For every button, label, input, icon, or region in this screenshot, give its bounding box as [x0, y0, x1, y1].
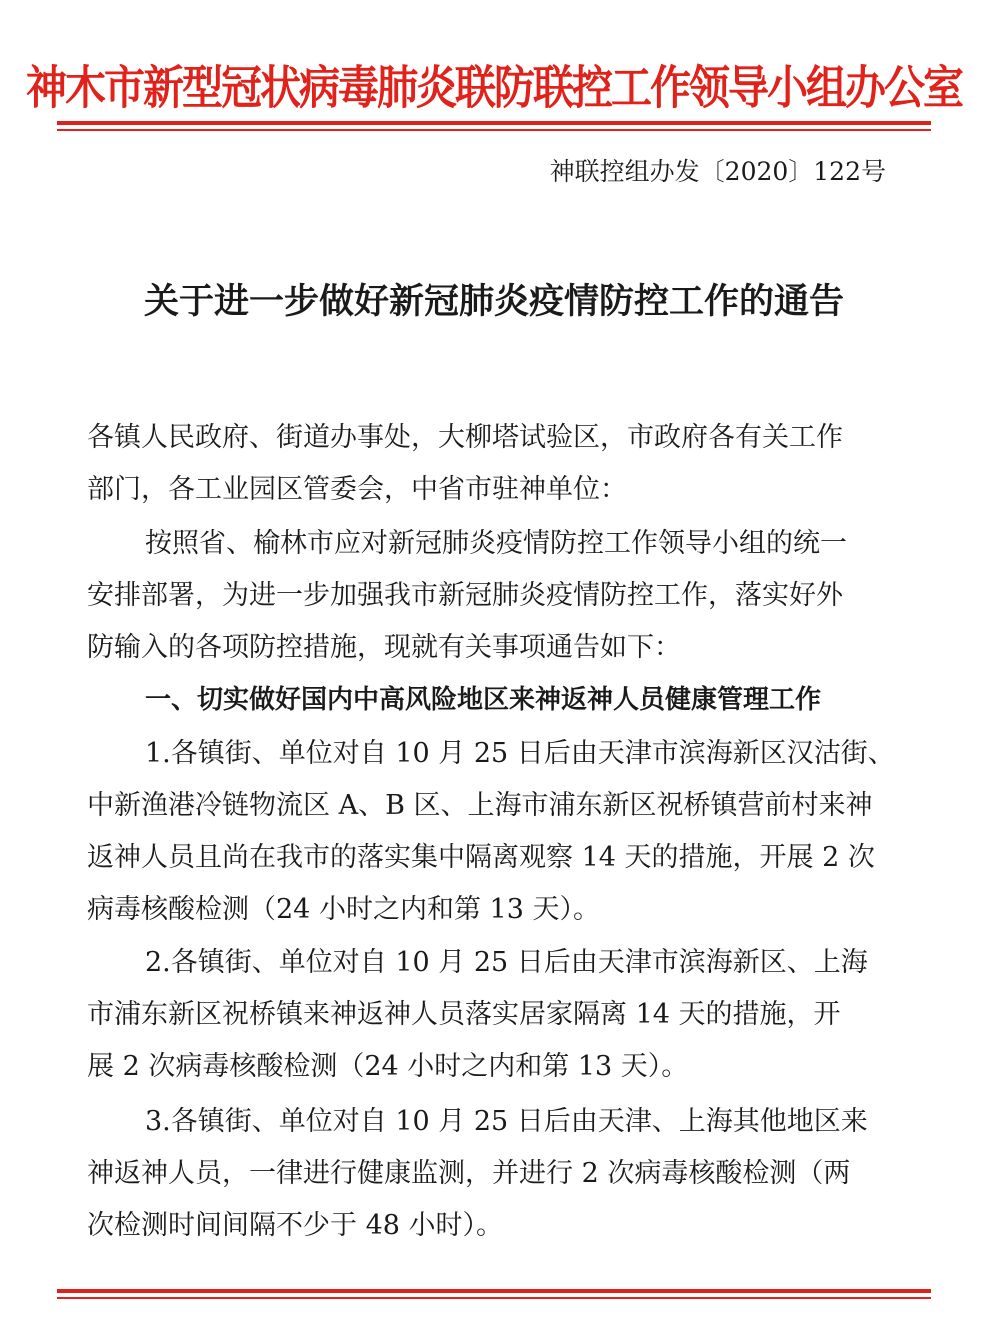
item-line: 1.各镇街、单位对自 10 月 25 日后由天津市滨海新区汉沽街、 — [145, 738, 895, 769]
notice-title: 关于进一步做好新冠肺炎疫情防控工作的通告 — [143, 281, 844, 322]
paragraph-line: 按照省、榆林市应对新冠肺炎疫情防控工作领导小组的统一 — [145, 528, 847, 559]
item-line: 市浦东新区祝桥镇来神返神人员落实居家隔离 14 天的措施，开 — [87, 999, 841, 1030]
paragraph-line: 安排部署，为进一步加强我市新冠肺炎疫情防控工作，落实好外 — [87, 580, 843, 611]
header-rule-thick — [57, 121, 931, 125]
footer-rule-thick — [57, 1289, 931, 1293]
item-line: 病毒核酸检测（24 小时之内和第 13 天）。 — [87, 894, 600, 925]
item-line: 中新渔港冷链物流区 A、B 区、上海市浦东新区祝桥镇营前村来神 — [87, 790, 873, 821]
footer-rule-thin — [57, 1297, 931, 1299]
item-line: 返神人员且尚在我市的落实集中隔离观察 14 天的措施，开展 2 次 — [87, 842, 875, 873]
paragraph-line: 防输入的各项防控措施，现就有关事项通告如下： — [87, 632, 681, 663]
item-line: 神返神人员，一律进行健康监测，并进行 2 次病毒核酸检测（两 — [87, 1158, 851, 1189]
item-line: 展 2 次病毒核酸检测（24 小时之内和第 13 天）。 — [87, 1051, 689, 1082]
document-number: 神联控组办发〔2020〕122号 — [549, 157, 886, 186]
item-line: 2.各镇街、单位对自 10 月 25 日后由天津市滨海新区、上海 — [145, 947, 868, 978]
item-line: 3.各镇街、单位对自 10 月 25 日后由天津、上海其他地区来 — [145, 1106, 868, 1137]
organization-header: 神木市新型冠状病毒肺炎联防联控工作领导小组办公室 — [26, 61, 962, 115]
addressee-line: 部门，各工业园区管委会，中省市驻神单位： — [87, 474, 627, 505]
header-rule-thin — [57, 129, 931, 131]
item-line: 次检测时间间隔不少于 48 小时）。 — [87, 1210, 504, 1241]
section-heading: 一、切实做好国内中高风险地区来神返神人员健康管理工作 — [145, 685, 822, 715]
addressee-line: 各镇人民政府、街道办事处，大柳塔试验区，市政府各有关工作 — [87, 422, 843, 453]
